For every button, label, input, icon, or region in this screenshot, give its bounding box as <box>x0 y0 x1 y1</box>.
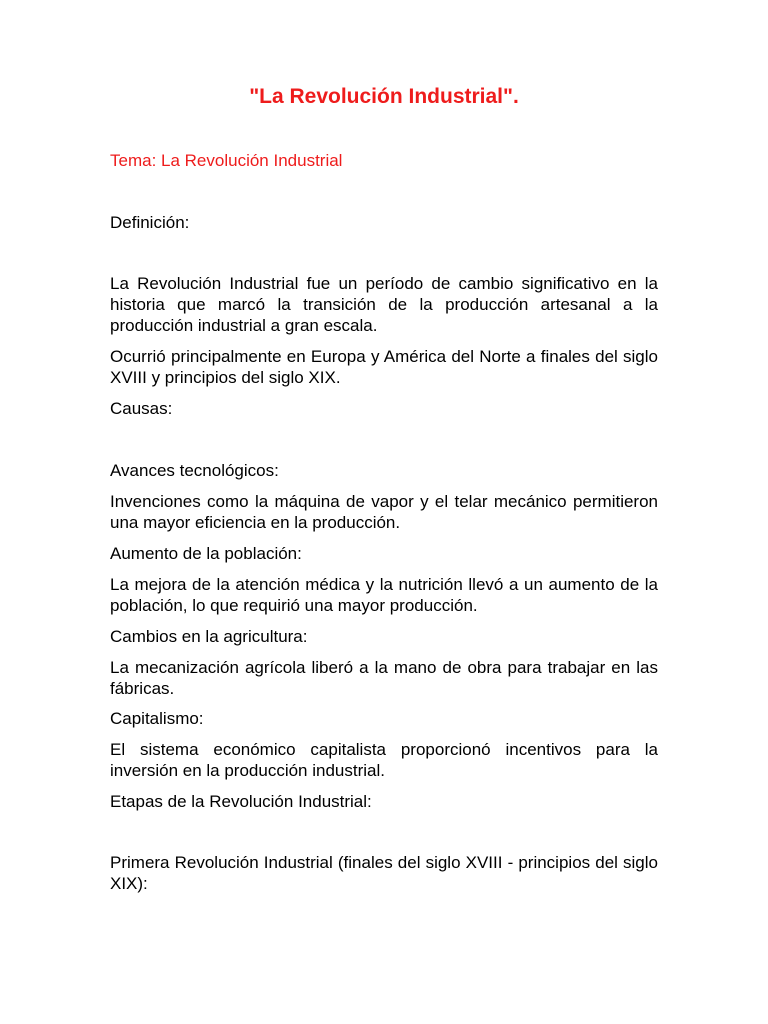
cause-text-population: La mejora de la atención médica y la nutrición llevó a un aumento de la población, lo que requirió una mayor producción. <box>110 575 658 615</box>
cause-text-capitalism: El sistema económico capitalista proporcionó incentivos para la inversión en la producción industrial. <box>110 740 658 780</box>
cause-heading-capitalism: Capitalismo: <box>110 709 204 728</box>
document-subject: Tema: La Revolución Industrial <box>110 151 343 170</box>
cause-text-technology: Invenciones como la máquina de vapor y el telar mecánico permitieron una mayor eficiencia en la producción. <box>110 492 658 532</box>
cause-heading-agriculture: Cambios en la agricultura: <box>110 627 308 646</box>
cause-text-agriculture: La mecanización agrícola liberó a la mano de obra para trabajar en las fábricas. <box>110 658 658 698</box>
definition-heading: Definición: <box>110 213 190 232</box>
cause-heading-technology: Avances tecnológicos: <box>110 461 279 480</box>
stage-1-paragraph: Primera Revolución Industrial (finales del siglo XVIII - principios del siglo XIX): <box>110 853 658 893</box>
cause-heading-population: Aumento de la población: <box>110 544 302 563</box>
document-page <box>110 0 658 1024</box>
definition-paragraph-1: La Revolución Industrial fue un período de cambio significativo en la historia que marcó la transición de la producción artesanal a la producción industrial a gran escala. <box>110 274 658 335</box>
definition-paragraph-2: Ocurrió principalmente en Europa y América del Norte a finales del siglo XVIII y principios del siglo XIX. <box>110 347 658 387</box>
document-title: "La Revolución Industrial". <box>249 85 519 108</box>
causes-heading: Causas: <box>110 399 173 418</box>
stages-heading: Etapas de la Revolución Industrial: <box>110 792 372 811</box>
